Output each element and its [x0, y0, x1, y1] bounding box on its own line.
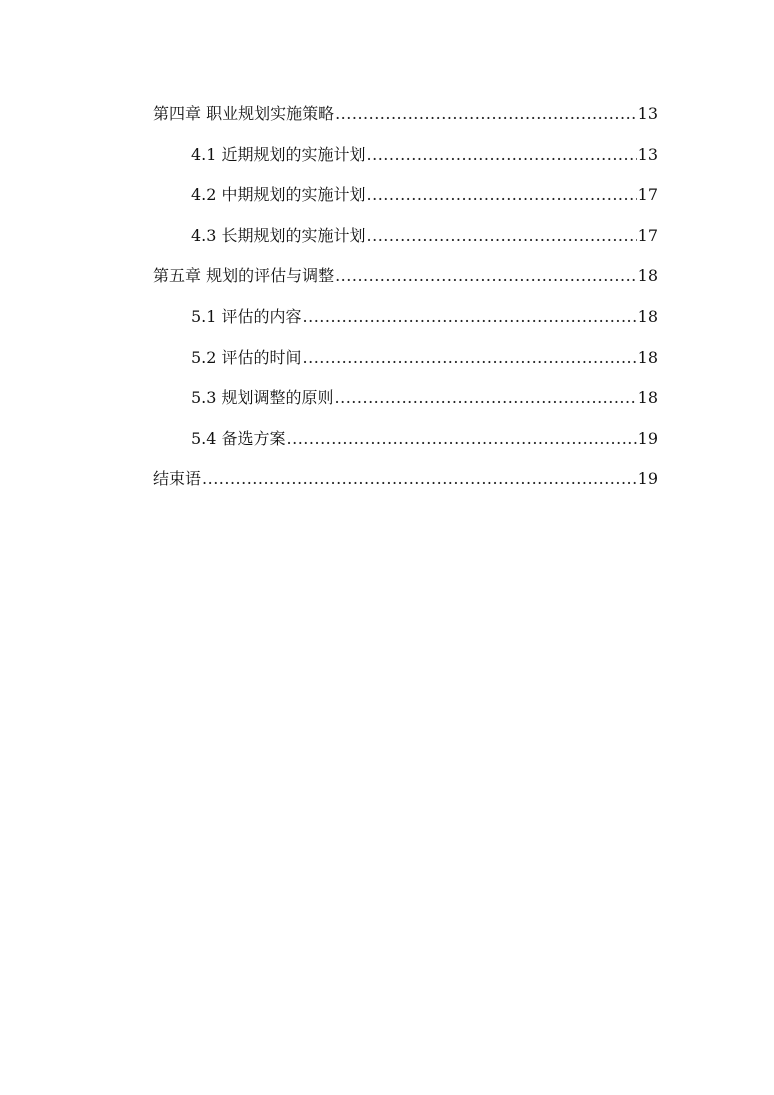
toc-page-number: 18 — [637, 347, 658, 367]
toc-entry-conclusion[interactable] — [153, 465, 658, 506]
toc-page-number: 13 — [637, 104, 658, 123]
toc-page-number: 13 — [637, 144, 658, 164]
toc-page-number: 19 — [637, 428, 658, 448]
table-of-contents — [153, 100, 658, 506]
toc-dot-leader — [335, 100, 637, 128]
toc-entry-title: 结束语 — [153, 469, 202, 489]
toc-entry-chapter-4[interactable] — [153, 100, 658, 141]
toc-dot-leader — [367, 222, 637, 250]
toc-entry-section-5-2[interactable] — [153, 344, 658, 385]
toc-dot-leader — [303, 344, 637, 372]
toc-entry-title: 4.1 近期规划的实施计划 — [191, 144, 366, 164]
toc-page-number: 17 — [637, 185, 658, 205]
toc-entry-title: 5.4 备选方案 — [191, 428, 286, 448]
toc-dot-leader — [367, 181, 637, 209]
toc-entry-title: 4.3 长期规划的实施计划 — [191, 225, 366, 245]
toc-entry-section-5-4[interactable] — [153, 425, 658, 466]
toc-dot-leader — [335, 384, 637, 412]
toc-entry-section-4-2[interactable] — [153, 181, 658, 222]
toc-entry-chapter-5[interactable] — [153, 262, 658, 303]
toc-entry-title: 5.2 评估的时间 — [191, 347, 302, 367]
toc-page-number: 17 — [637, 225, 658, 245]
toc-entry-title: 5.1 评估的内容 — [191, 306, 302, 326]
toc-dot-leader — [287, 425, 637, 453]
toc-dot-leader — [202, 465, 637, 493]
toc-entry-section-5-3[interactable] — [153, 384, 658, 425]
toc-page-number: 18 — [637, 388, 658, 408]
toc-entry-section-4-3[interactable] — [153, 222, 658, 263]
toc-entry-title: 第四章 职业规划实施策略 — [153, 104, 335, 123]
toc-entry-section-5-1[interactable] — [153, 303, 658, 344]
toc-page-number: 18 — [637, 266, 658, 286]
toc-entry-section-4-1[interactable] — [153, 141, 658, 182]
toc-entry-title: 4.2 中期规划的实施计划 — [191, 185, 366, 205]
toc-page-number: 19 — [637, 469, 658, 489]
toc-dot-leader — [367, 141, 637, 169]
toc-page-number: 18 — [637, 306, 658, 326]
toc-entry-title: 第五章 规划的评估与调整 — [153, 266, 335, 286]
toc-dot-leader — [303, 303, 637, 331]
toc-entry-title: 5.3 规划调整的原则 — [191, 388, 334, 408]
toc-dot-leader — [335, 262, 637, 290]
